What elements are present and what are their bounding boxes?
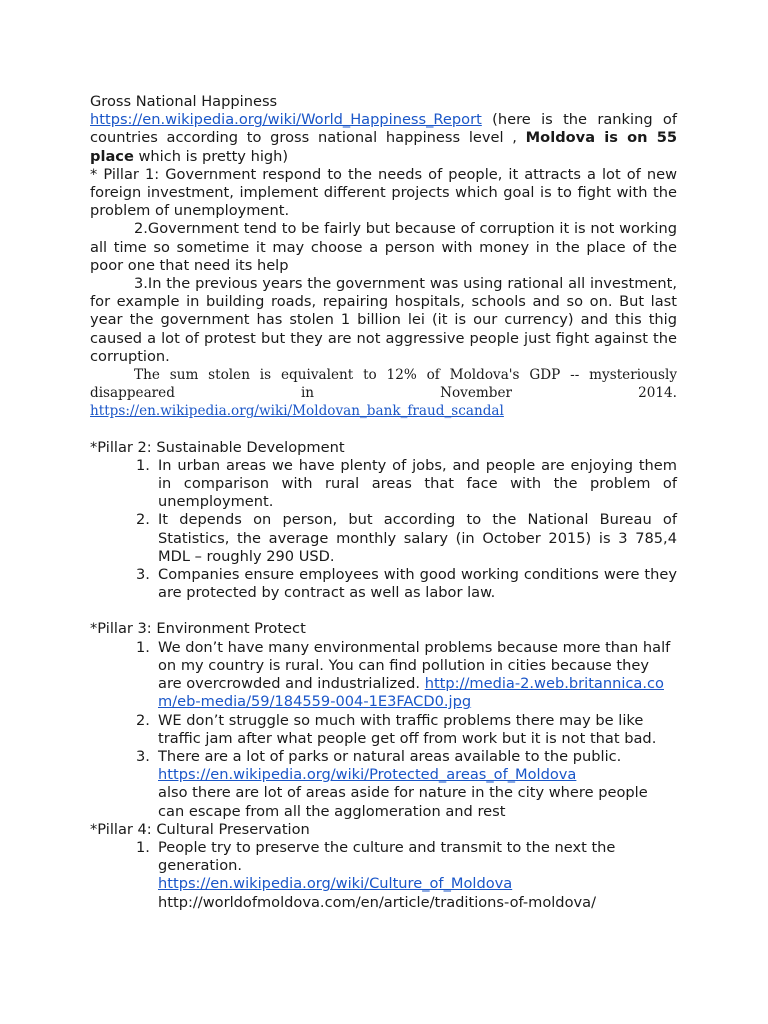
list-item: 2. It depends on person, but according to the National Bureau of Statistics, the average monthly salary (in October 2015) is 3 785,4 MDL – roughly 290 USD. xyxy=(136,511,677,565)
pillar2-list xyxy=(90,457,677,603)
britannica-image-link[interactable]: http://media-2.web.britannica.com/eb-media/59/184559-004-1E3FACD0.jpg xyxy=(158,675,664,711)
pillar4-heading: *Pillar 4: Cultural Preservation xyxy=(90,820,310,838)
intro-paragraph xyxy=(90,111,677,166)
bank-fraud-link[interactable]: https://en.wikipedia.org/wiki/Moldovan_bank_fraud_scandal xyxy=(90,403,504,420)
intro-text-b: which is pretty high) xyxy=(133,147,289,165)
list-item: 1. We don’t have many environmental problems because more than half on my country is rural. You can find pollution in cities because they are overcrowded and industrialized. http://media-2.web.britannica.com/eb-media/59/184559-004-1E3FACD0.jpg xyxy=(136,638,671,711)
quote-text: The sum stolen is equivalent to 12% of Moldova's GDP -- mysteriously disappeared in November 2014. xyxy=(90,367,677,402)
document-title: Gross National Happiness xyxy=(90,93,278,110)
pillar3-heading: *Pillar 3: Environment Protect xyxy=(90,620,306,638)
list-item: 1. In urban areas we have plenty of jobs, and people are enjoying them in comparison with rural areas that face with the problem of unemployment. xyxy=(136,456,677,511)
traditions-url: http://worldofmoldova.com/en/article/traditions-of-moldova/ xyxy=(158,893,596,911)
pillar1-paragraph: * Pillar 1: Government respond to the needs of people, it attracts a lot of new foreign investment, implement different projects which goal is to fight with the problem of unemployment. xyxy=(90,165,677,220)
pillar1-quote-link-line xyxy=(90,402,677,420)
pillar2-heading: *Pillar 2: Sustainable Development xyxy=(90,438,345,456)
list-item: 1. People try to preserve the culture and transmit to the next the generation. https://en.wikipedia.org/wiki/Culture_of_Moldova http://worldofmoldova.com/en/article/traditions-of-moldova/ xyxy=(136,838,616,911)
pillar4-list xyxy=(90,839,677,912)
pillar1-point-2: 2.Government tend to be fairly but because of corruption it is not working all time so sometime it may choose a person with money in the place of the poor one that need its help xyxy=(90,220,677,274)
protected-areas-link[interactable]: https://en.wikipedia.org/wiki/Protected_areas_of_Moldova xyxy=(158,766,577,784)
intro-bold: Moldova is on 55 place xyxy=(90,129,677,165)
culture-of-moldova-link[interactable]: https://en.wikipedia.org/wiki/Culture_of_Moldova xyxy=(158,875,513,893)
list-item: 2. WE don’t struggle so much with traffic problems there may be like traffic jam after what people get off from work but it is not that bad. xyxy=(136,711,657,747)
document-body xyxy=(90,93,677,912)
pillar3-list xyxy=(90,639,677,821)
world-happiness-link[interactable]: https://en.wikipedia.org/wiki/World_Happiness_Report xyxy=(90,111,482,129)
intro-text-a: (here is the ranking of countries according to gross national happiness level , xyxy=(90,111,677,147)
pillar1-point-3: 3.In the previous years the government was using rational all investment, for example in building roads, repairing hospitals, schools and so on. But last year the government has stolen 1 billion lei (it is our currency) and this thig caused a lot of protest but they are not aggressive people just fight against the corruption. xyxy=(90,275,677,365)
pillar1-quote xyxy=(90,366,677,402)
list-item: 3. Companies ensure employees with good working conditions were they are protected by contract as well as labor law. xyxy=(136,566,677,602)
list-item: 3. There are a lot of parks or natural areas available to the public. https://en.wikipedia.org/wiki/Protected_areas_of_Moldova also there are lot of areas aside for nature in the city where people can escape from all the agglomeration and rest xyxy=(136,747,648,820)
